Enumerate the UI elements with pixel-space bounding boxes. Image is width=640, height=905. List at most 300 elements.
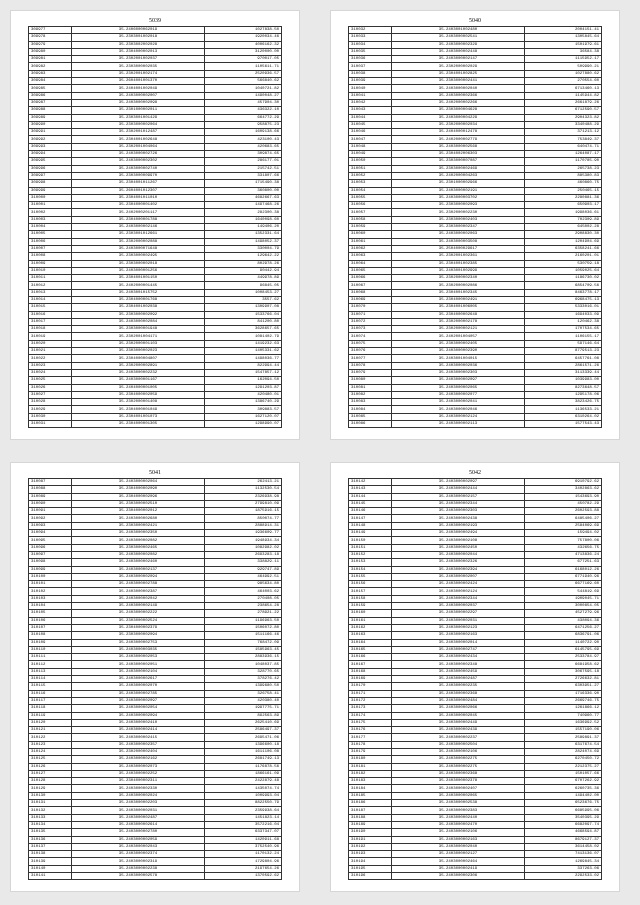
table-row bbox=[349, 377, 602, 384]
value-cell: 1506072.80 bbox=[205, 624, 282, 631]
cadastral-number-cell: 35.2403000002108 bbox=[392, 537, 525, 544]
record-number-cell: 310078 bbox=[349, 362, 392, 369]
value-cell: 326758.41 bbox=[205, 690, 282, 697]
table-row bbox=[349, 202, 602, 209]
table-row bbox=[349, 858, 602, 865]
record-number-cell: 310122 bbox=[29, 734, 72, 741]
table-row bbox=[29, 231, 282, 238]
table-row bbox=[29, 843, 282, 850]
cadastral-number-cell: 35.2403000002014 bbox=[392, 639, 525, 646]
value-cell: 6337347.07 bbox=[205, 829, 282, 836]
value-cell: 1170785.90 bbox=[525, 158, 602, 165]
cadastral-number-cell: 35.2304000002379 bbox=[72, 624, 205, 631]
record-number-cell: 309997 bbox=[29, 172, 72, 179]
table-row bbox=[29, 617, 282, 624]
cadastral-number-cell: 35.2403000002378 bbox=[392, 778, 525, 785]
record-number-cell: 310084 bbox=[349, 406, 392, 413]
record-number-cell: 310038 bbox=[349, 70, 392, 77]
table-row bbox=[29, 421, 282, 428]
value-cell: 328770.65 bbox=[205, 668, 282, 675]
cadastral-number-cell: 35.2402000002779 bbox=[392, 136, 525, 143]
cadastral-number-cell: 35.2403000002162 bbox=[72, 756, 205, 763]
page-number: 5042 bbox=[469, 470, 481, 476]
cadastral-number-cell: 35.2303000002093 bbox=[392, 202, 525, 209]
table-row bbox=[349, 362, 602, 369]
value-cell: 1352331.64 bbox=[205, 231, 282, 238]
cadastral-number-cell: 35.2403000002046 bbox=[392, 406, 525, 413]
record-number-cell: 310125 bbox=[29, 756, 72, 763]
value-cell: 757800.06 bbox=[525, 537, 602, 544]
record-number-cell: 310143 bbox=[349, 486, 392, 493]
value-cell: 1498036.77 bbox=[205, 355, 282, 362]
table-row bbox=[349, 187, 602, 194]
cadastral-number-cell: 35.2403000002097 bbox=[392, 377, 525, 384]
record-number-cell: 310018 bbox=[29, 326, 72, 333]
value-cell: 841200.80 bbox=[205, 318, 282, 325]
value-cell: 1027880.62 bbox=[525, 70, 602, 77]
record-number-cell: 310187 bbox=[349, 807, 392, 814]
cadastral-number-cell: 35.2403000002410 bbox=[72, 719, 205, 726]
cadastral-number-cell: 35.2403000002330 bbox=[72, 785, 205, 792]
table-row bbox=[349, 114, 602, 121]
table-row bbox=[29, 56, 282, 63]
value-cell: 2625410.69 bbox=[205, 719, 282, 726]
record-number-cell: 310090 bbox=[29, 500, 72, 507]
cadastral-number-cell: 35.2403000002104 bbox=[72, 668, 205, 675]
value-cell: 420380.40 bbox=[205, 697, 282, 704]
cadastral-number-cell: 35.2403000002438 bbox=[392, 515, 525, 522]
value-cell: 1498052.37 bbox=[205, 238, 282, 245]
page-number: 5039 bbox=[149, 18, 161, 24]
table-row bbox=[349, 566, 602, 573]
record-number-cell: 310189 bbox=[349, 821, 392, 828]
cadastral-number-cell: 35.2403000002054 bbox=[72, 705, 205, 712]
record-number-cell: 310054 bbox=[349, 187, 392, 194]
cadastral-number-cell: 35.2304000002096 bbox=[72, 493, 205, 500]
record-number-cell: 310100 bbox=[29, 573, 72, 580]
record-number-cell: 310079 bbox=[349, 369, 392, 376]
value-cell: 6685995.06 bbox=[525, 807, 602, 814]
record-number-cell: 310015 bbox=[29, 304, 72, 311]
table-row bbox=[29, 661, 282, 668]
value-cell: 1636992.52 bbox=[525, 719, 602, 726]
record-number-cell: 310114 bbox=[29, 676, 72, 683]
cadastral-number-cell: 35.2403000002059 bbox=[72, 836, 205, 843]
table-row bbox=[349, 326, 602, 333]
record-number-cell: 310146 bbox=[349, 508, 392, 515]
register-page-3 bbox=[10, 462, 300, 892]
table-row bbox=[349, 399, 602, 406]
value-cell: 1875916.15 bbox=[205, 508, 282, 515]
record-number-cell: 310137 bbox=[29, 843, 72, 850]
table-row bbox=[29, 63, 282, 70]
value-cell: 645002.28 bbox=[525, 224, 602, 231]
table-row bbox=[349, 719, 602, 726]
cadastral-number-cell: 35.2302000001408 bbox=[72, 399, 205, 406]
record-number-cell: 310105 bbox=[29, 610, 72, 617]
cadastral-number-cell: 35.2304000002013 bbox=[72, 48, 205, 55]
table-row bbox=[349, 289, 602, 296]
record-number-cell: 310175 bbox=[349, 719, 392, 726]
table-row bbox=[29, 851, 282, 858]
table-row bbox=[29, 48, 282, 55]
record-number-cell: 310101 bbox=[29, 581, 72, 588]
value-cell: 36584.38 bbox=[525, 48, 602, 55]
cadastral-number-cell: 35.2303001012661 bbox=[72, 231, 205, 238]
value-cell: 640474.71 bbox=[525, 143, 602, 150]
record-number-cell: 310103 bbox=[29, 595, 72, 602]
record-number-cell: 310009 bbox=[29, 260, 72, 267]
value-cell: 282300.38 bbox=[205, 209, 282, 216]
table-row bbox=[349, 136, 602, 143]
table-row bbox=[349, 304, 602, 311]
record-number-cell: 310012 bbox=[29, 282, 72, 289]
table-row bbox=[349, 522, 602, 529]
table-row bbox=[349, 603, 602, 610]
record-number-cell: 310065 bbox=[349, 267, 392, 274]
record-number-cell: 310024 bbox=[29, 369, 72, 376]
value-cell: 1909045.71 bbox=[525, 595, 602, 602]
value-cell: 1577543.43 bbox=[525, 421, 602, 428]
cadastral-number-cell: 35.2304001002345 bbox=[392, 289, 525, 296]
table-row bbox=[349, 610, 602, 617]
value-cell: 120462.38 bbox=[525, 318, 602, 325]
record-number-cell: 310035 bbox=[349, 48, 392, 55]
table-row bbox=[29, 348, 282, 355]
table-row bbox=[29, 719, 282, 726]
table-row bbox=[349, 785, 602, 792]
value-cell: 1707534.65 bbox=[525, 326, 602, 333]
value-cell: 4527279.96 bbox=[525, 610, 602, 617]
table-row bbox=[29, 121, 282, 128]
value-cell: 1405331.62 bbox=[205, 348, 282, 355]
table-row bbox=[349, 646, 602, 653]
record-number-cell: 310192 bbox=[349, 843, 392, 850]
table-row bbox=[349, 668, 602, 675]
table-row bbox=[29, 551, 282, 558]
table-row bbox=[29, 194, 282, 201]
cadastral-number-cell: 35.2403000002063 bbox=[392, 231, 525, 238]
table-row bbox=[29, 537, 282, 544]
value-cell: 6471256.27 bbox=[525, 624, 602, 631]
record-number-cell: 310133 bbox=[29, 814, 72, 821]
table-row bbox=[29, 508, 282, 515]
table-row bbox=[29, 573, 282, 580]
table-row bbox=[349, 573, 602, 580]
cadastral-number-cell: 35.2403000002065 bbox=[392, 792, 525, 799]
table-row bbox=[29, 778, 282, 785]
record-number-cell: 310110 bbox=[29, 646, 72, 653]
value-cell: 6485406.27 bbox=[525, 515, 602, 522]
cadastral-number-cell: 35.2403000002415 bbox=[72, 734, 205, 741]
record-number-cell: 310128 bbox=[29, 778, 72, 785]
record-number-cell: 310178 bbox=[349, 741, 392, 748]
table-row bbox=[29, 865, 282, 872]
cadastral-number-cell: 35.2403000002368 bbox=[392, 690, 525, 697]
cadastral-number-cell: 35.2302001012487 bbox=[72, 129, 205, 136]
value-cell: 436322.10 bbox=[205, 107, 282, 114]
cadastral-number-cell: 35.2403000002036 bbox=[392, 362, 525, 369]
value-cell: 1997775.71 bbox=[205, 705, 282, 712]
record-number-cell: 310080 bbox=[349, 377, 392, 384]
record-number-cell: 310099 bbox=[29, 566, 72, 573]
cadastral-number-cell: 35.2403000002470 bbox=[392, 821, 525, 828]
table-row bbox=[349, 748, 602, 755]
record-number-cell: 310164 bbox=[349, 639, 392, 646]
cadastral-number-cell: 35.2404000001005 bbox=[72, 384, 205, 391]
cadastral-number-cell: 35.2303000002510 bbox=[72, 500, 205, 507]
cadastral-number-cell: 35.2304000002012 bbox=[72, 508, 205, 515]
value-cell: 753849.37 bbox=[525, 136, 602, 143]
value-cell: 6910792.62 bbox=[525, 479, 602, 486]
cadastral-number-cell: 35.2403000002302 bbox=[72, 158, 205, 165]
table-row bbox=[349, 369, 602, 376]
table-row bbox=[349, 172, 602, 179]
cadastral-number-cell: 35.2403000002007 bbox=[392, 573, 525, 580]
record-number-cell: 310194 bbox=[349, 858, 392, 865]
value-cell: 3752540.96 bbox=[205, 843, 282, 850]
value-cell: 1501057.66 bbox=[525, 770, 602, 777]
cadastral-number-cell: 35.2304000002311 bbox=[72, 778, 205, 785]
record-number-cell: 310176 bbox=[349, 727, 392, 734]
value-cell: 740960.77 bbox=[525, 712, 602, 719]
table-row bbox=[349, 348, 602, 355]
cadastral-number-cell: 35.2403000002780 bbox=[72, 829, 205, 836]
cadastral-number-cell: 35.2403000002051 bbox=[72, 661, 205, 668]
cadastral-number-cell: 35.2303000002405 bbox=[392, 340, 525, 347]
record-number-cell: 310029 bbox=[29, 406, 72, 413]
value-cell: 850074.77 bbox=[205, 515, 282, 522]
table-row bbox=[29, 632, 282, 639]
record-number-cell: 309989 bbox=[29, 114, 72, 121]
record-number-cell: 310108 bbox=[29, 632, 72, 639]
cadastral-number-cell: 35.2403000002037 bbox=[392, 603, 525, 610]
table-row bbox=[29, 770, 282, 777]
table-row bbox=[29, 493, 282, 500]
record-number-cell: 309978 bbox=[29, 34, 72, 41]
table-row bbox=[349, 165, 602, 172]
table-row bbox=[29, 267, 282, 274]
table-row bbox=[349, 792, 602, 799]
record-number-cell: 310068 bbox=[349, 289, 392, 296]
table-row bbox=[29, 187, 282, 194]
table-row bbox=[349, 624, 602, 631]
cadastral-number-cell: 35.2302001002037 bbox=[72, 56, 205, 63]
value-cell: 2681749.13 bbox=[205, 756, 282, 763]
cadastral-number-cell: 35.2403000002031 bbox=[392, 617, 525, 624]
cadastral-number-cell: 35.2302001004171 bbox=[72, 333, 205, 340]
value-cell: 822994.44 bbox=[205, 362, 282, 369]
record-number-cell: 310077 bbox=[349, 355, 392, 362]
table-row bbox=[349, 318, 602, 325]
cadastral-number-cell: 35.2403000002326 bbox=[392, 559, 525, 566]
cadastral-number-cell: 35.2302001002174 bbox=[72, 70, 205, 77]
table-row bbox=[349, 537, 602, 544]
record-number-cell: 310036 bbox=[349, 56, 392, 63]
cadastral-number-cell: 35.2403000002097 bbox=[392, 479, 525, 486]
record-number-cell: 310045 bbox=[349, 121, 392, 128]
value-cell: 6682097.74 bbox=[525, 821, 602, 828]
table-row bbox=[29, 690, 282, 697]
record-number-cell: 310111 bbox=[29, 654, 72, 661]
table-row bbox=[29, 114, 282, 121]
value-cell: 438094.36 bbox=[525, 617, 602, 624]
table-row bbox=[349, 632, 602, 639]
cadastral-number-cell: 35.2403000002541 bbox=[392, 34, 525, 41]
value-cell: 1009993.04 bbox=[205, 792, 282, 799]
cadastral-number-cell: 35.2304001011010 bbox=[72, 194, 205, 201]
table-row bbox=[349, 756, 602, 763]
value-cell: 96845.05 bbox=[205, 282, 282, 289]
value-cell: 1501979.61 bbox=[525, 41, 602, 48]
record-number-cell: 310027 bbox=[29, 391, 72, 398]
value-cell: 677251.63 bbox=[525, 559, 602, 566]
record-number-cell: 310129 bbox=[29, 785, 72, 792]
table-row bbox=[349, 275, 602, 282]
value-cell: 1694033.09 bbox=[525, 311, 602, 318]
record-number-cell: 310033 bbox=[349, 34, 392, 41]
cadastral-number-cell: 35.2403000002439 bbox=[392, 727, 525, 734]
value-cell: 215742.51 bbox=[205, 165, 282, 172]
record-number-cell: 310188 bbox=[349, 814, 392, 821]
record-number-cell: 310142 bbox=[349, 479, 392, 486]
value-cell: 6145795.69 bbox=[525, 646, 602, 653]
cadastral-number-cell: 35.2403000002124 bbox=[392, 413, 525, 420]
cadastral-number-cell: 35.2303001001429 bbox=[72, 114, 205, 121]
record-number-cell: 310120 bbox=[29, 719, 72, 726]
cadastral-number-cell: 35.2302000002034 bbox=[392, 121, 525, 128]
value-cell: 1170132.24 bbox=[205, 851, 282, 858]
cadastral-number-cell: 35.2301000002011 bbox=[72, 107, 205, 114]
table-row bbox=[29, 595, 282, 602]
cadastral-number-cell: 35.2403000002494 bbox=[392, 530, 525, 537]
record-number-cell: 310136 bbox=[29, 836, 72, 843]
record-number-cell: 310121 bbox=[29, 727, 72, 734]
table-row bbox=[29, 253, 282, 260]
cadastral-number-cell: 35.2303000002524 bbox=[72, 617, 205, 624]
cadastral-number-cell: 35.2402001004057 bbox=[392, 333, 525, 340]
table-row bbox=[349, 194, 602, 201]
value-cell: 2359938.64 bbox=[205, 807, 282, 814]
cadastral-number-cell: 35.2304000001402 bbox=[72, 202, 205, 209]
table-row bbox=[29, 260, 282, 267]
value-cell: 1420911.68 bbox=[205, 836, 282, 843]
cadastral-number-cell: 35.2504000029617 bbox=[392, 245, 525, 252]
cadastral-number-cell: 35.2403000002157 bbox=[392, 493, 525, 500]
record-number-cell: 310184 bbox=[349, 785, 392, 792]
table-row bbox=[29, 406, 282, 413]
table-row bbox=[29, 807, 282, 814]
record-number-cell: 310000 bbox=[29, 194, 72, 201]
table-row bbox=[29, 479, 282, 486]
cadastral-number-cell: 35.2303000002441 bbox=[392, 78, 525, 85]
table-row bbox=[349, 253, 602, 260]
record-number-cell: 310047 bbox=[349, 136, 392, 143]
record-number-cell: 310148 bbox=[349, 522, 392, 529]
table-row bbox=[29, 245, 282, 252]
cadastral-number-cell: 35.2403000002097 bbox=[72, 697, 205, 704]
cadastral-number-cell: 35.2402000201117 bbox=[72, 209, 205, 216]
value-cell: 1557190.06 bbox=[525, 727, 602, 734]
record-number-cell: 309994 bbox=[29, 151, 72, 158]
value-cell: 6303951.27 bbox=[525, 683, 602, 690]
record-number-cell: 310094 bbox=[29, 530, 72, 537]
table-row bbox=[349, 333, 602, 340]
value-cell: 3067595.18 bbox=[525, 668, 602, 675]
value-cell: 3628657.65 bbox=[205, 326, 282, 333]
value-cell: 530759.18 bbox=[525, 260, 602, 267]
table-row bbox=[29, 296, 282, 303]
cadastral-number-cell: 35.2403000002043 bbox=[72, 843, 205, 850]
table-row bbox=[349, 143, 602, 150]
record-number-cell: 310193 bbox=[349, 851, 392, 858]
record-number-cell: 310183 bbox=[349, 778, 392, 785]
cadastral-number-cell: 35.2403000002303 bbox=[392, 508, 525, 515]
table-row bbox=[29, 515, 282, 522]
cadastral-number-cell: 35.2403000002238 bbox=[72, 865, 205, 872]
record-number-cell: 309981 bbox=[29, 56, 72, 63]
table-row bbox=[29, 275, 282, 282]
value-cell: 3120000.00 bbox=[205, 48, 282, 55]
cadastral-number-cell: 35.2403000002434 bbox=[392, 654, 525, 661]
table-row bbox=[349, 595, 602, 602]
table-row bbox=[349, 151, 602, 158]
table-row bbox=[29, 70, 282, 77]
value-cell: 423100.43 bbox=[205, 136, 282, 143]
table-row bbox=[29, 756, 282, 763]
cadastral-number-cell: 35.2403000002329 bbox=[392, 41, 525, 48]
value-cell: 265738.23 bbox=[525, 165, 602, 172]
record-number-cell: 310144 bbox=[349, 493, 392, 500]
record-number-cell: 310177 bbox=[349, 734, 392, 741]
table-row bbox=[349, 741, 602, 748]
table-row bbox=[349, 530, 602, 537]
value-cell: 2883936.15 bbox=[205, 654, 282, 661]
value-cell: 6270450.72 bbox=[525, 756, 602, 763]
value-cell: 2422879.48 bbox=[205, 778, 282, 785]
record-number-cell: 310058 bbox=[349, 216, 392, 223]
value-cell: 1419232.63 bbox=[205, 340, 282, 347]
record-number-cell: 310019 bbox=[29, 333, 72, 340]
table-row bbox=[29, 873, 282, 880]
cadastral-number-cell: 35.2302000002404 bbox=[72, 748, 205, 755]
cadastral-number-cell: 35.2403000002146 bbox=[72, 224, 205, 231]
record-number-cell: 310138 bbox=[29, 851, 72, 858]
value-cell: 1547857.12 bbox=[205, 369, 282, 376]
table-row bbox=[349, 78, 602, 85]
record-number-cell: 310082 bbox=[349, 391, 392, 398]
value-cell: 2824074.69 bbox=[525, 748, 602, 755]
table-row bbox=[349, 559, 602, 566]
cadastral-number-cell: 35.2403000002073 bbox=[72, 763, 205, 770]
table-row bbox=[349, 778, 602, 785]
record-number-cell: 310086 bbox=[349, 421, 392, 428]
value-cell: 1611106.08 bbox=[205, 748, 282, 755]
table-row bbox=[349, 829, 602, 836]
register-table bbox=[28, 26, 282, 428]
value-cell: 1176878.56 bbox=[205, 763, 282, 770]
cadastral-number-cell: 35.2304000002059 bbox=[72, 391, 205, 398]
cadastral-number-cell: 35.2303000002403 bbox=[392, 216, 525, 223]
value-cell: 6836791.06 bbox=[525, 632, 602, 639]
cadastral-number-cell: 35.2403000003508 bbox=[392, 238, 525, 245]
cadastral-number-cell: 35.2303000002495 bbox=[72, 253, 205, 260]
value-cell: 2693283.18 bbox=[205, 551, 282, 558]
record-number-cell: 310048 bbox=[349, 143, 392, 150]
value-cell: 3540395.29 bbox=[525, 814, 602, 821]
record-number-cell: 310087 bbox=[29, 479, 72, 486]
table-row bbox=[29, 697, 282, 704]
